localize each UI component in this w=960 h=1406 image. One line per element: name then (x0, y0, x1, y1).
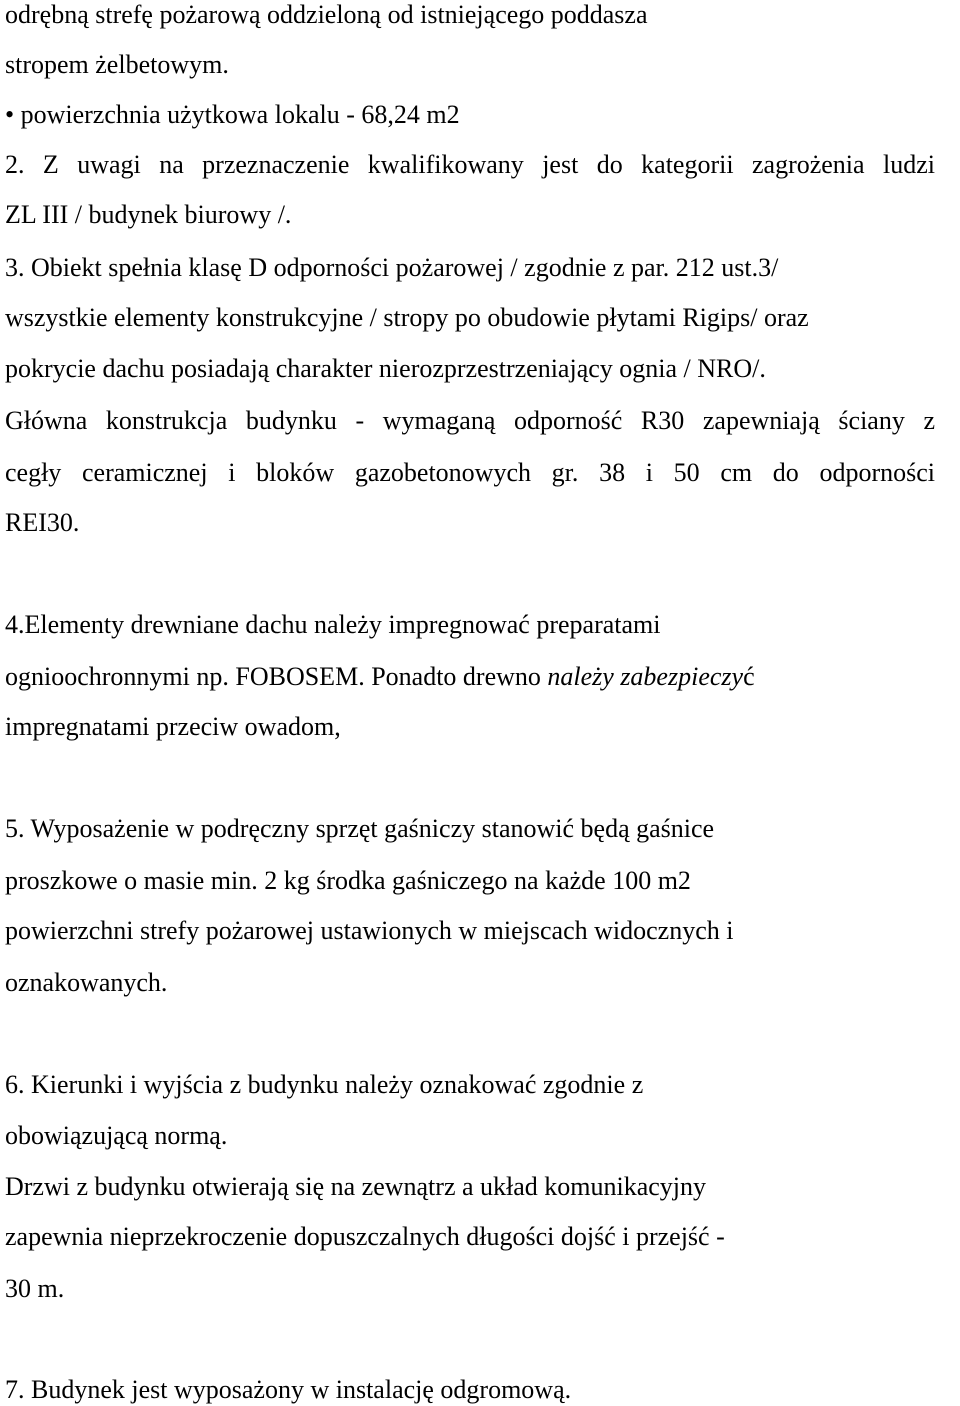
text-span: . Ponadto drewno (358, 662, 548, 691)
text-line: powierzchni strefy pożarowej ustawionych w miejscach widocznych i (5, 916, 734, 945)
text-line: wszystkie elementy konstrukcyjne / stropy po obudowie płytami Rigips/ oraz (5, 303, 809, 332)
text-line: proszkowe o masie min. 2 kg środka gaśniczego na każde 100 m2 (5, 866, 691, 895)
text-span: ognioochronnymi np. FOBOSEM (5, 662, 359, 691)
text-line-fobosem (5, 662, 755, 692)
text-line: Główna konstrukcja budynku - wymaganą odporność R30 zapewniają ściany z (5, 406, 935, 435)
text-line: 7. Budynek jest wyposażony w instalację odgromową. (5, 1375, 572, 1404)
text-line: stropem żelbetowym. (5, 50, 229, 79)
text-line: obowiązującą normą. (5, 1121, 228, 1150)
text-span: ć (743, 662, 755, 691)
bullet-item-area: • powierzchnia użytkowa lokalu - 68,24 m2 (5, 100, 460, 129)
text-line: impregnatami przeciw owadom, (5, 712, 341, 741)
text-line: zapewnia nieprzekroczenie dopuszczalnych długości dojść i przejść - (5, 1222, 725, 1251)
text-line: 6. Kierunki i wyjścia z budynku należy oznakować zgodnie z (5, 1070, 644, 1099)
text-line: 5. Wyposażenie w podręczny sprzęt gaśniczy stanowić będą gaśnice (5, 814, 715, 843)
text-line: ZL III / budynek biurowy /. (5, 200, 292, 229)
text-line: oznakowanych. (5, 968, 168, 997)
text-line: 3. Obiekt spełnia klasę D odporności pożarowej / zgodnie z par. 212 ust.3/ (5, 253, 779, 282)
text-line: odrębną strefę pożarową oddzieloną od istniejącego poddasza (5, 0, 648, 29)
text-line: pokrycie dachu posiadają charakter nierozprzestrzeniający ognia / NRO/. (5, 354, 766, 383)
text-line: cegły ceramicznej i bloków gazobetonowych gr. 38 i 50 cm do odporności (5, 458, 935, 487)
text-line: 30 m. (5, 1274, 65, 1303)
text-line: REI30. (5, 508, 80, 537)
text-line: Drzwi z budynku otwierają się na zewnątrz a układ komunikacyjny (5, 1172, 707, 1201)
text-line: 4.Elementy drewniane dachu należy impregnować preparatami (5, 610, 661, 639)
text-line: 2. Z uwagi na przeznaczenie kwalifikowany jest do kategorii zagrożenia ludzi (5, 150, 935, 179)
italic-text-span: należy zabezpieczy (547, 662, 744, 691)
